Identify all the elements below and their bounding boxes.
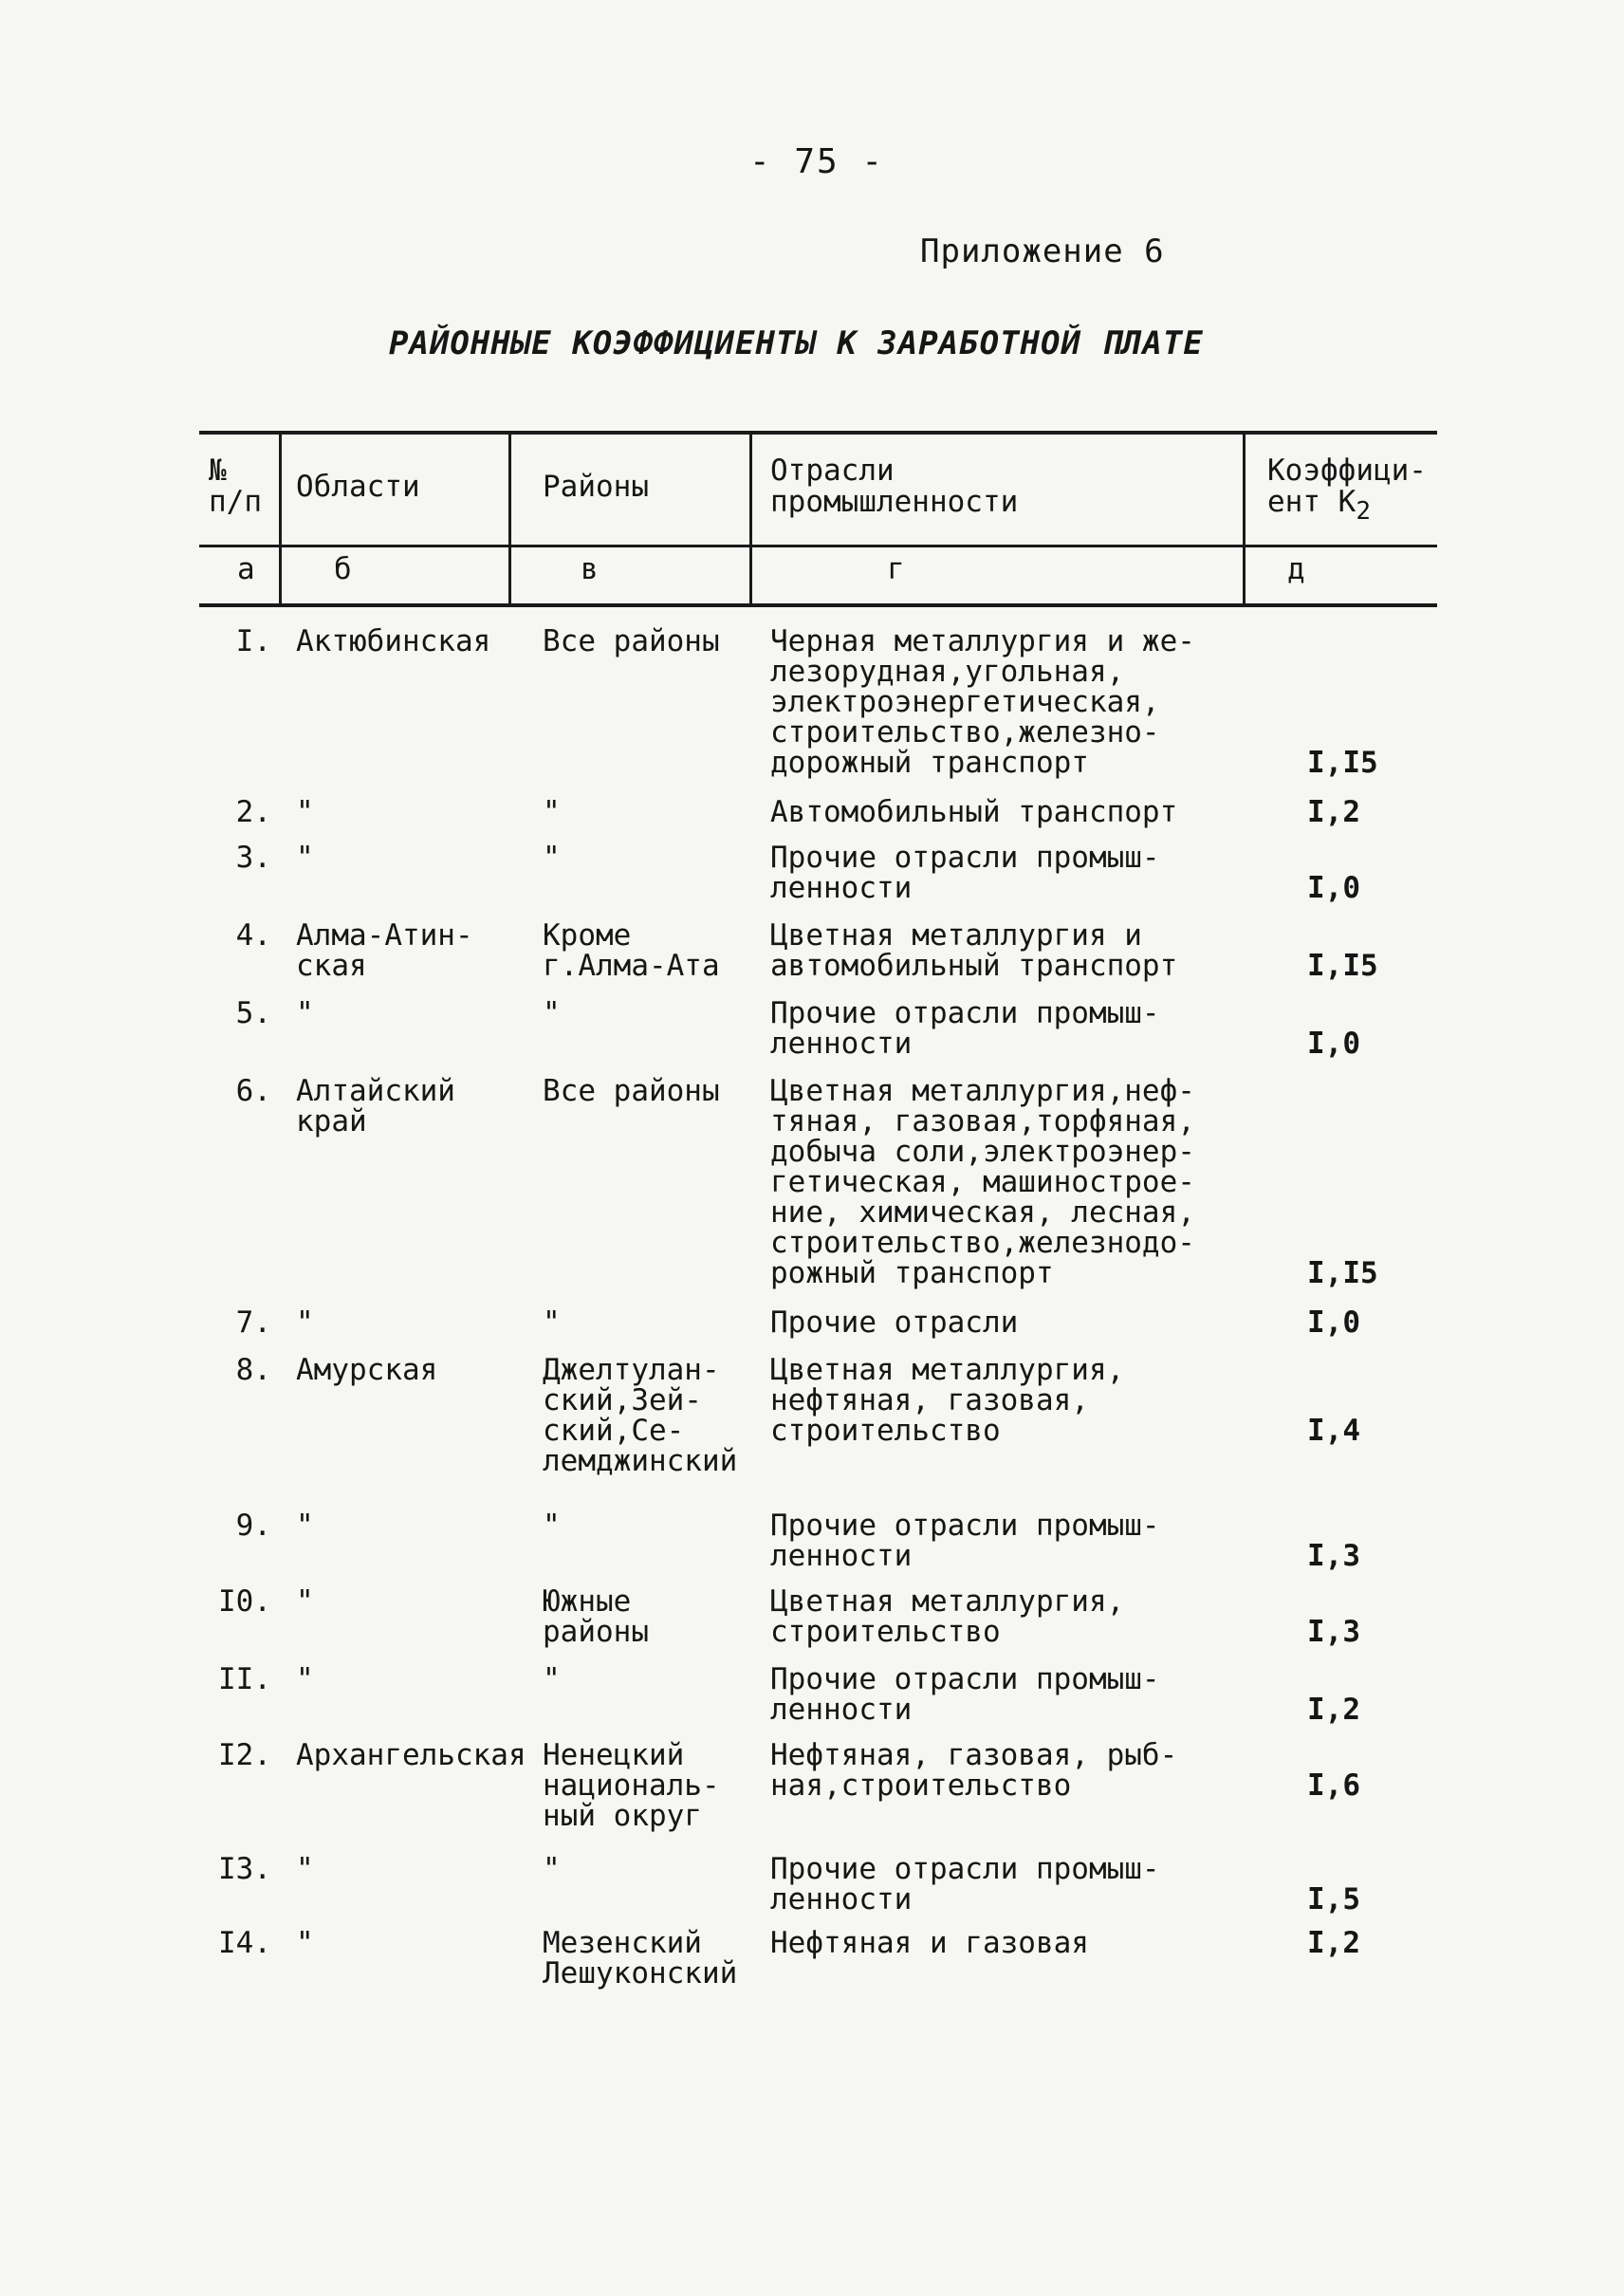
row-region: " xyxy=(296,1509,314,1543)
header-industry: Отрасли промышленности xyxy=(770,454,1019,519)
letters-bottom-rule xyxy=(199,603,1437,607)
row-number: I. xyxy=(235,624,271,658)
row-region: Амурская xyxy=(296,1353,438,1387)
col-letter-coef: д xyxy=(1287,552,1305,586)
header-district: Районы xyxy=(543,470,649,504)
row-region: " xyxy=(296,1584,314,1619)
row-number: I0. xyxy=(218,1584,271,1619)
row-coefficient: I,I5 xyxy=(1307,746,1378,780)
row-industry: Прочие отрасли промыш- ленности xyxy=(770,1509,1160,1573)
row-district: Все районы xyxy=(543,1074,720,1108)
row-region: " xyxy=(296,1852,314,1886)
row-industry: Прочие отрасли промыш- ленности xyxy=(770,841,1160,905)
row-coefficient: I,5 xyxy=(1307,1882,1360,1916)
row-industry: Нефтяная, газовая, рыб- ная,строительство xyxy=(770,1738,1178,1803)
row-district: Южные районы xyxy=(543,1584,649,1649)
row-coefficient: I,0 xyxy=(1307,871,1360,905)
row-number: 2. xyxy=(235,795,271,829)
col-divider-3 xyxy=(749,433,752,603)
row-industry: Цветная металлургия, строительство xyxy=(770,1584,1125,1649)
row-industry: Черная металлургия и же- лезорудная,угольная, электроэнергетическая, строительство,железно- дорожный транспорт xyxy=(770,624,1195,780)
col-letter-region: б xyxy=(334,552,352,586)
row-region: " xyxy=(296,1926,314,1960)
row-number: 7. xyxy=(235,1305,271,1340)
row-district: " xyxy=(543,795,561,829)
row-region: Актюбинская xyxy=(296,624,491,658)
row-number: 3. xyxy=(235,841,271,875)
row-coefficient: I,2 xyxy=(1307,795,1360,829)
col-letter-industry: г xyxy=(887,552,905,586)
row-coefficient: I,I5 xyxy=(1307,949,1378,983)
row-district: " xyxy=(543,1662,561,1696)
header-num: № п/п xyxy=(209,454,262,519)
row-district: " xyxy=(543,1852,561,1886)
row-coefficient: I,I5 xyxy=(1307,1256,1378,1290)
col-divider-2 xyxy=(508,433,511,603)
row-district: " xyxy=(543,1509,561,1543)
row-industry: Прочие отрасли xyxy=(770,1305,1019,1340)
row-region: " xyxy=(296,996,314,1030)
row-district: Джелтулан- ский,Зей- ский,Се- лемджинский xyxy=(543,1353,738,1478)
header-coef xyxy=(1267,455,1427,528)
row-district: " xyxy=(543,841,561,875)
row-number: I4. xyxy=(218,1926,271,1960)
row-region: " xyxy=(296,1305,314,1340)
row-number: 9. xyxy=(235,1509,271,1543)
row-region: " xyxy=(296,795,314,829)
row-number: 8. xyxy=(235,1353,271,1387)
row-industry: Прочие отрасли промыш- ленности xyxy=(770,996,1160,1061)
table-top-rule xyxy=(199,431,1437,435)
page-number: - 75 - xyxy=(749,142,885,181)
row-coefficient: I,3 xyxy=(1307,1539,1360,1573)
row-region: " xyxy=(296,1662,314,1696)
row-industry: Автомобильный транспорт xyxy=(770,795,1178,829)
row-number: II. xyxy=(218,1662,271,1696)
row-number: I2. xyxy=(218,1738,271,1772)
row-industry: Цветная металлургия, нефтяная, газовая, строительство xyxy=(770,1353,1125,1448)
row-district: Кроме г.Алма-Ата xyxy=(543,918,720,983)
row-region: Алтайский край xyxy=(296,1074,455,1139)
row-coefficient: I,2 xyxy=(1307,1693,1360,1727)
row-coefficient: I,4 xyxy=(1307,1414,1360,1448)
row-number: 4. xyxy=(235,918,271,953)
row-district: Мезенский Лешуконский xyxy=(543,1926,738,1990)
row-coefficient: I,2 xyxy=(1307,1926,1360,1960)
page-title: РАЙОННЫЕ КОЭФФИЦИЕНТЫ К ЗАРАБОТНОЙ ПЛАТЕ xyxy=(389,324,1204,362)
header-coef-label: Коэффици- ент К xyxy=(1267,454,1427,519)
row-coefficient: I,0 xyxy=(1307,1027,1360,1061)
row-region: Алма-Атин- ская xyxy=(296,918,473,983)
row-industry: Прочие отрасли промыш- ленности xyxy=(770,1852,1160,1916)
row-industry: Прочие отрасли промыш- ленности xyxy=(770,1662,1160,1727)
col-divider-1 xyxy=(279,433,282,603)
row-number: 6. xyxy=(235,1074,271,1108)
row-number: 5. xyxy=(235,996,271,1030)
row-district: " xyxy=(543,1305,561,1340)
row-number: I3. xyxy=(218,1852,271,1886)
col-letter-district: в xyxy=(581,552,599,586)
row-industry: Цветная металлургия,неф- тяная, газовая,торфяная, добыча соли,электроэнер- гетическая, машинострое- ние, химическая, лесная, строительство,железнодо- рожный транспорт xyxy=(770,1074,1195,1290)
appendix-label: Приложение 6 xyxy=(920,232,1165,270)
row-industry: Цветная металлургия и автомобильный транспорт xyxy=(770,918,1178,983)
row-coefficient: I,0 xyxy=(1307,1305,1360,1340)
row-coefficient: I,3 xyxy=(1307,1615,1360,1649)
row-coefficient: I,6 xyxy=(1307,1768,1360,1803)
row-district: Ненецкий националь- ный округ xyxy=(543,1738,720,1833)
header-coef-subscript: 2 xyxy=(1356,497,1371,526)
row-district: " xyxy=(543,996,561,1030)
header-bottom-rule xyxy=(199,545,1437,547)
col-divider-4 xyxy=(1243,433,1246,603)
row-region: Архангельская xyxy=(296,1738,526,1772)
row-district: Все районы xyxy=(543,624,720,658)
col-letter-num: а xyxy=(237,552,255,586)
row-region: " xyxy=(296,841,314,875)
row-industry: Нефтяная и газовая xyxy=(770,1926,1089,1960)
header-region: Области xyxy=(296,470,420,504)
